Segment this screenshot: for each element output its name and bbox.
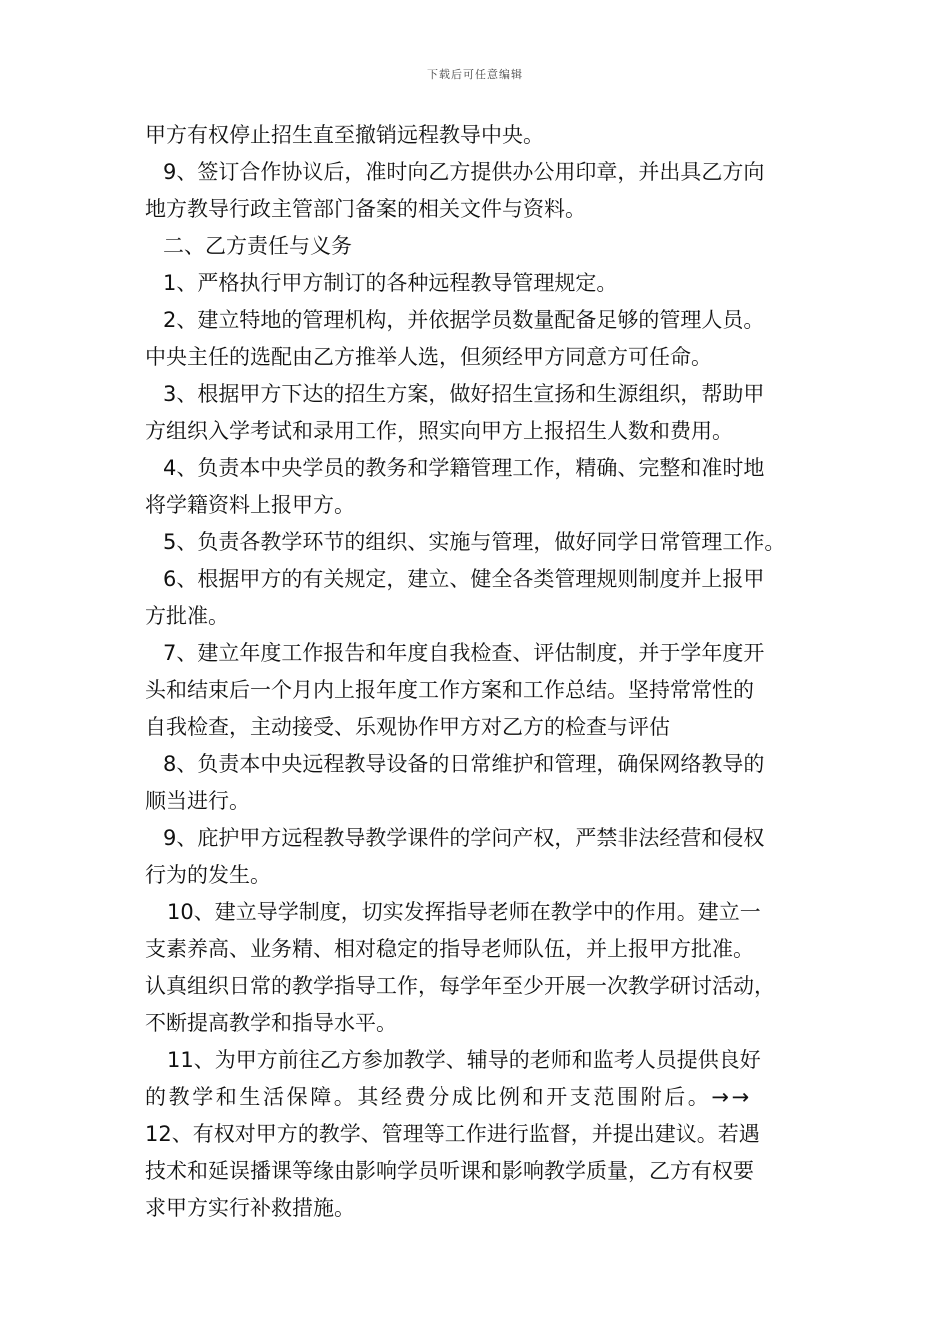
section-heading: 二、乙方责任与义务 — [163, 234, 352, 258]
text-line: 技术和延误播课等缘由影响学员听课和影响教学质量，乙方有权要 — [145, 1159, 754, 1183]
clause-4-line: 4、负责本中央学员的教务和学籍管理工作，精确、完整和准时地 — [163, 456, 765, 480]
text-line: 自我检查，主动接受、乐观协作甲方对乙方的检查与评估 — [145, 715, 670, 739]
clause-9-line: 9、庇护甲方远程教导教学课件的学问产权，严禁非法经营和侵权 — [163, 826, 765, 850]
text-line: 顺当进行。 — [145, 789, 250, 813]
clause-10-line: 10、建立导学制度，切实发挥指导老师在教学中的作用。建立一 — [167, 900, 761, 924]
page-header-note: 下载后可任意编辑 — [427, 68, 523, 81]
clause-7-line: 7、建立年度工作报告和年度自我检查、评估制度，并于学年度开 — [163, 641, 765, 665]
text-line: 的教学和生活保障。其经费分成比例和开支范围附后。→→ — [145, 1085, 752, 1109]
clause-9-line: 9、签订合作协议后，准时向乙方提供办公用印章，并出具乙方向 — [163, 160, 765, 184]
text-line: 方批准。 — [145, 604, 229, 628]
clause-1-line: 1、严格执行甲方制订的各种远程教导管理规定。 — [163, 271, 618, 295]
clause-11-line: 11、为甲方前往乙方参加教学、辅导的老师和监考人员提供良好 — [167, 1048, 761, 1072]
text-line: 求甲方实行补救措施。 — [145, 1196, 355, 1220]
text-line: 地方教导行政主管部门备案的相关文件与资料。 — [145, 197, 586, 221]
text-line: 将学籍资料上报甲方。 — [145, 493, 355, 517]
text-line: 中央主任的选配由乙方推举人选，但须经甲方同意方可任命。 — [145, 345, 712, 369]
text-line: 认真组织日常的教学指导工作，每学年至少开展一次教学研讨活动， — [145, 974, 775, 998]
clause-2-line: 2、建立特地的管理机构，并依据学员数量配备足够的管理人员。 — [163, 308, 765, 332]
clause-3-line: 3、根据甲方下达的招生方案，做好招生宣扬和生源组织，帮助甲 — [163, 382, 765, 406]
document-body — [145, 117, 815, 1227]
text-line: 方组织入学考试和录用工作，照实向甲方上报招生人数和费用。 — [145, 419, 733, 443]
text-line: 不断提高教学和指导水平。 — [145, 1011, 397, 1035]
text-line: 头和结束后一个月内上报年度工作方案和工作总结。坚持常常性的 — [145, 678, 754, 702]
text-line: 行为的发生。 — [145, 863, 271, 887]
clause-5-line: 5、负责各教学环节的组织、实施与管理，做好同学日常管理工作。 — [163, 530, 786, 554]
text-line: 支素养高、业务精、相对稳定的指导老师队伍，并上报甲方批准。 — [145, 937, 754, 961]
clause-6-line: 6、根据甲方的有关规定，建立、健全各类管理规则制度并上报甲 — [163, 567, 765, 591]
clause-12-line: 12、有权对甲方的教学、管理等工作进行监督，并提出建议。若遇 — [145, 1122, 760, 1146]
text-line: 甲方有权停止招生直至撤销远程教导中央。 — [145, 123, 544, 147]
clause-8-line: 8、负责本中央远程教导设备的日常维护和管理，确保网络教导的 — [163, 752, 765, 776]
